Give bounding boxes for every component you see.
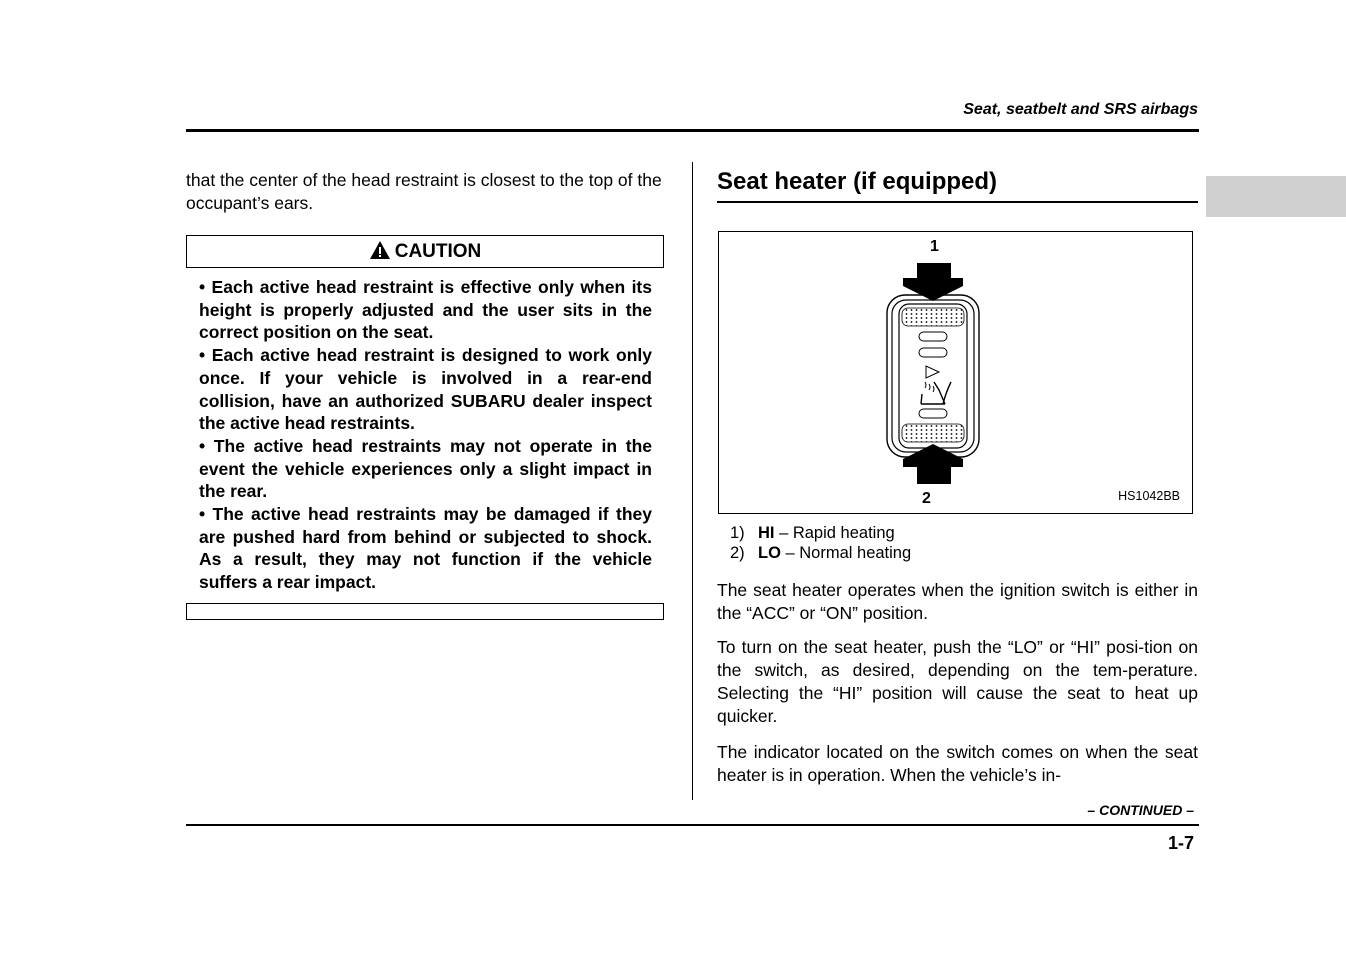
legend-key: LO: [758, 544, 781, 562]
legend-key: HI: [758, 524, 775, 542]
callout-2: 2: [922, 490, 931, 507]
caution-item: • The active head restraints may be damaged if they are pushed hard from behind or subjected to shock. As a result, they may not function if the vehicle suffers a rear impact.: [199, 504, 652, 593]
body-paragraph: The seat heater operates when the ignition switch is either in the “ACC” or “ON” position.: [717, 580, 1198, 623]
legend-number: 2): [730, 544, 745, 562]
caution-list: [199, 276, 652, 594]
body-paragraph: To turn on the seat heater, push the “LO” or “HI” posi-tion on the switch, as desired, depending on the tem-perature. Selecting the “HI” position will cause the seat to heat up quicker.: [717, 637, 1198, 726]
footer-rule: [186, 824, 1199, 826]
title-rule: [717, 201, 1198, 203]
warning-triangle-icon: [369, 240, 391, 260]
legend-desc: – Normal heating: [780, 544, 912, 562]
intro-text: that the center of the head restraint is closest to the top of the occupant’s ears.: [186, 170, 662, 213]
chapter-tab: [1206, 176, 1346, 217]
caution-item: • Each active head restraint is designed to work only once. If your vehicle is involved in a rear-end collision, have an authorized SUBARU dealer inspect the active head restraints.: [199, 345, 652, 434]
legend-desc: – Rapid heating: [774, 524, 895, 542]
caution-end-box: [186, 603, 664, 620]
legend-item: [730, 543, 911, 563]
page-number: 1-7: [1167, 833, 1194, 853]
seat-heater-switch-illustration: [719, 232, 1192, 513]
header-rule: [186, 129, 1199, 132]
continued-marker: – CONTINUED –: [1087, 802, 1194, 818]
caution-item: • The active head restraints may not operate in the event the vehicle experiences only a slight impact in the rear.: [199, 435, 652, 502]
column-divider: [692, 162, 693, 800]
caution-title: [187, 240, 663, 263]
caution-header-box: [186, 235, 664, 268]
section-title: Seat heater (if equipped): [717, 168, 998, 195]
seat-heater-figure: [718, 231, 1193, 514]
caution-label: CAUTION: [394, 241, 482, 262]
running-header: Seat, seatbelt and SRS airbags: [963, 101, 1198, 118]
figure-code: HS1042BB: [1118, 489, 1180, 503]
body-paragraph: The indicator located on the switch comes on when the seat heater is in operation. When the vehicle’s in-: [717, 742, 1198, 785]
legend-number: 1): [730, 524, 745, 542]
caution-item: • Each active head restraint is effective only when its height is properly adjusted and the user sits in the correct position on the seat.: [199, 277, 652, 343]
legend-item: [730, 523, 911, 543]
figure-legend: [730, 523, 911, 563]
callout-1: 1: [930, 238, 939, 255]
